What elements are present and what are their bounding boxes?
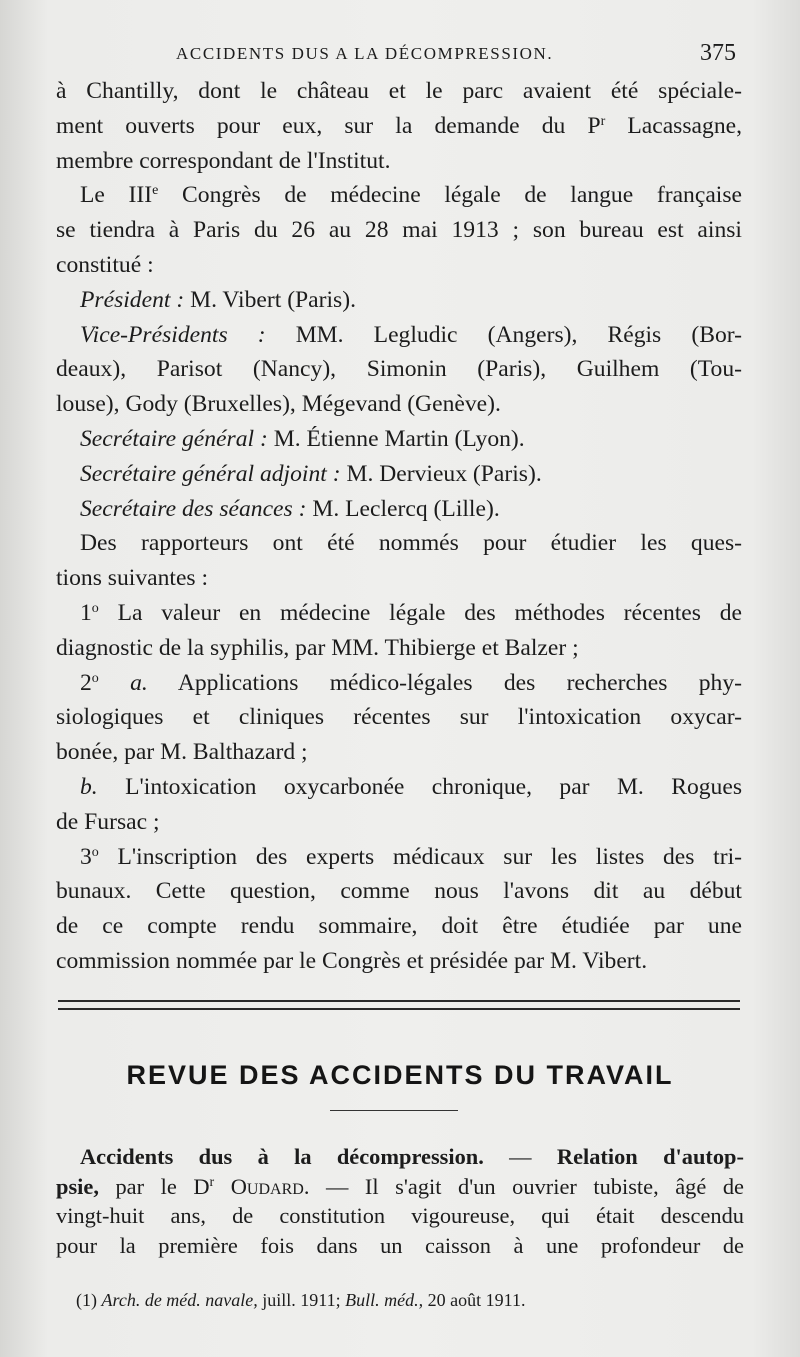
text-line: deaux), Parisot (Nancy), Simonin (Paris), Guilhem (Tou- [56,356,742,383]
text-line: se tiendra à Paris du 26 au 28 mai 1913 ; son bureau est ainsi [56,217,742,244]
paragraph-chantilly [56,74,742,178]
body-text [56,74,742,979]
text-line: siologiques et cliniques récentes sur l'intoxication oxycar- [56,704,742,731]
paragraph-congres [56,178,742,282]
text-line: bunaux. Cette question, comme nous l'avons dit au début [56,878,742,905]
text-line: constitué : [56,251,154,278]
page-number: 375 [700,40,736,66]
bureau-president: Président : M. Vibert (Paris). [80,286,356,313]
text-line: psie, par le $D^r$ Oudard. — Il s'agit d'un ouvrier tubiste, âgé de [56,1173,744,1199]
text-line: diagnostic de la syphilis, par MM. Thibierge et Balzer ; [56,634,579,661]
text-line: Le IIIe Congrès de médecine légale de langue française [80,182,743,209]
article-author: Oudard [214,1173,304,1199]
text-line: membre correspondant de l'Institut. [56,147,391,174]
text-line: Accidents dus à la décompression. — Relation d'autop- [80,1144,744,1169]
running-title: ACCIDENTS DUS A LA DÉCOMPRESSION. [176,44,554,63]
bureau-list [56,283,742,527]
text-line: louse), Gody (Bruxelles), Mégevand (Genève). [56,391,501,418]
text-line: 1$^o$ La valeur en médecine légale des méthodes récentes de [80,599,742,626]
bureau-secretaire-adjoint: Secrétaire général adjoint : M. Dervieux (Paris). [80,460,542,487]
bureau-vice-presidents: Vice-Présidents : MM. Legludic (Angers), Régis (Bor- [80,321,742,348]
text-line: pour la première fois dans un caisson à une profondeur de [56,1232,744,1258]
text-line: tions suivantes : [56,565,209,592]
question-3 [56,840,742,979]
section-title: REVUE DES ACCIDENTS DU TRAVAIL [126,1060,674,1090]
text-line: de Fursac ; [56,808,160,835]
article-heading: Accidents dus à la décompression. [80,1144,484,1169]
short-rule-divider [330,1110,458,1111]
footnote: (1) Arch. de méd. navale, juill. 1911; Bull. méd., 20 août 1911. [76,1290,526,1310]
double-rule-divider [58,1000,740,1010]
bureau-secretaire-seances: Secrétaire des séances : M. Leclercq (Lille). [80,495,500,522]
text-line: vingt-huit ans, de constitution vigoureuse, qui était descendu [56,1203,744,1228]
question-1 [56,596,742,666]
bureau-secretaire-general: Secrétaire général : M. Étienne Martin (Lyon). [80,425,525,452]
paragraph-rapporteurs [56,526,742,596]
text-line: de ce compte rendu sommaire, doit être étudiée par une [56,913,742,940]
article-oudard [56,1142,744,1260]
text-line: 2$^o$ a. Applications médico-légales des recherches phy- [80,669,742,696]
text-line: bonée, par M. Balthazard ; [56,739,308,766]
question-2 [56,666,742,840]
text-line: b. L'intoxication oxycarbonée chronique, par M. Rogues [80,773,742,800]
text-line: ment ouverts pour eux, sur la demande du $P^r$ Lacassagne, [56,112,742,139]
text-line: à Chantilly, dont le château et le parc avaient été spéciale- [56,78,742,104]
text-line: 3$^o$ L'inscription des experts médicaux sur les listes des tri- [80,843,742,870]
text-line: commission nommée par le Congrès et présidée par M. Vibert. [56,947,648,974]
running-head [0,38,800,70]
article-subheading: Relation d'autop- [556,1144,744,1169]
text-line: Des rapporteurs ont été nommés pour étudier les ques- [80,530,742,557]
